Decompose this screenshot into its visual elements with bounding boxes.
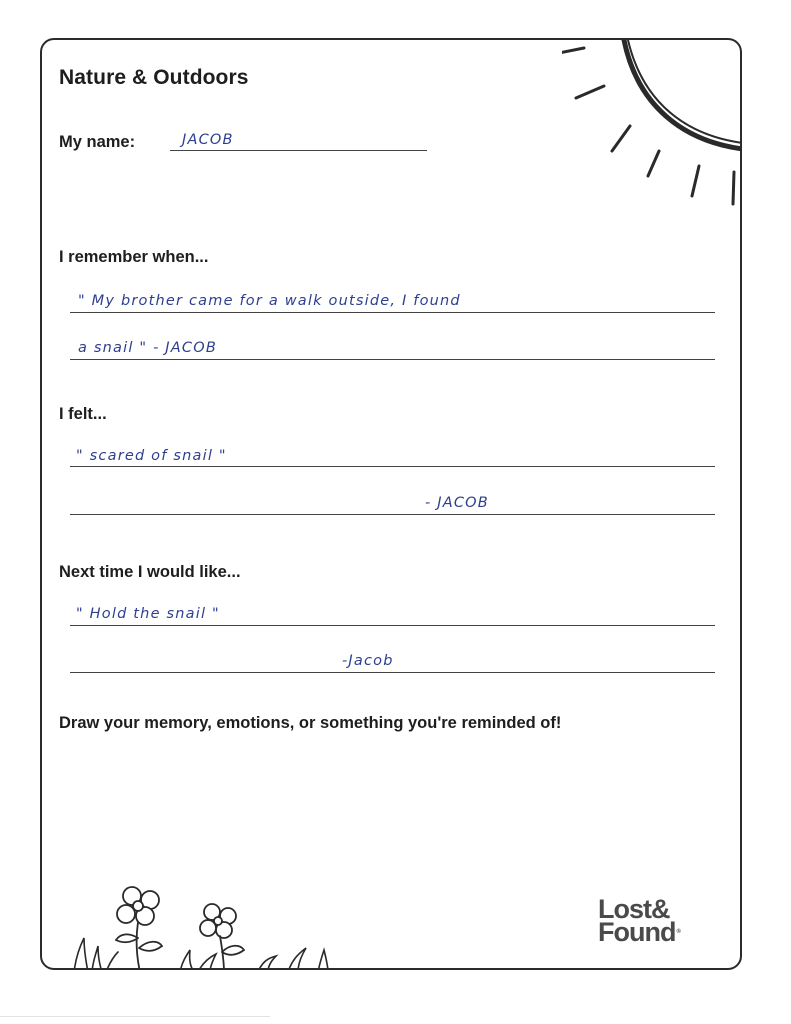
next-time-answer-line-2[interactable] [70, 672, 715, 673]
logo-line-1: Lost& [598, 894, 670, 924]
flower-icon [116, 887, 162, 970]
draw-prompt: Draw your memory, emotions, or something you're reminded of! [59, 714, 562, 732]
scan-edge-line [0, 1016, 270, 1017]
lost-found-logo [598, 894, 681, 947]
registered-mark: ® [676, 929, 681, 935]
next-time-answer-line-1[interactable] [70, 625, 715, 626]
remember-label: I remember when... [59, 248, 209, 266]
felt-label: I felt... [59, 405, 107, 423]
name-label: My name: [59, 133, 136, 151]
page-title: Nature & Outdoors [59, 66, 249, 89]
remember-answer-1: " My brother came for a walk outside, I found [78, 293, 461, 309]
felt-answer-line-2[interactable] [70, 514, 715, 515]
sun-icon [562, 38, 742, 226]
logo-line-2: Found [598, 917, 676, 947]
flower-garden-drawing [62, 876, 352, 970]
remember-answer-line-2[interactable] [70, 359, 715, 360]
remember-answer-2: a snail " - JACOB [78, 340, 217, 356]
grass-icon [74, 938, 328, 970]
remember-answer-line-1[interactable] [70, 312, 715, 313]
felt-answer-2: - JACOB [425, 495, 489, 511]
next-time-answer-2: -Jacob [342, 653, 394, 669]
worksheet-card [40, 38, 742, 970]
name-field-value: JACOB [182, 132, 234, 148]
name-field-line[interactable] [170, 150, 427, 151]
felt-answer-line-1[interactable] [70, 466, 715, 467]
felt-answer-1: " scared of snail " [76, 448, 227, 464]
next-time-answer-1: " Hold the snail " [76, 606, 220, 622]
next-time-label: Next time I would like... [59, 563, 241, 581]
